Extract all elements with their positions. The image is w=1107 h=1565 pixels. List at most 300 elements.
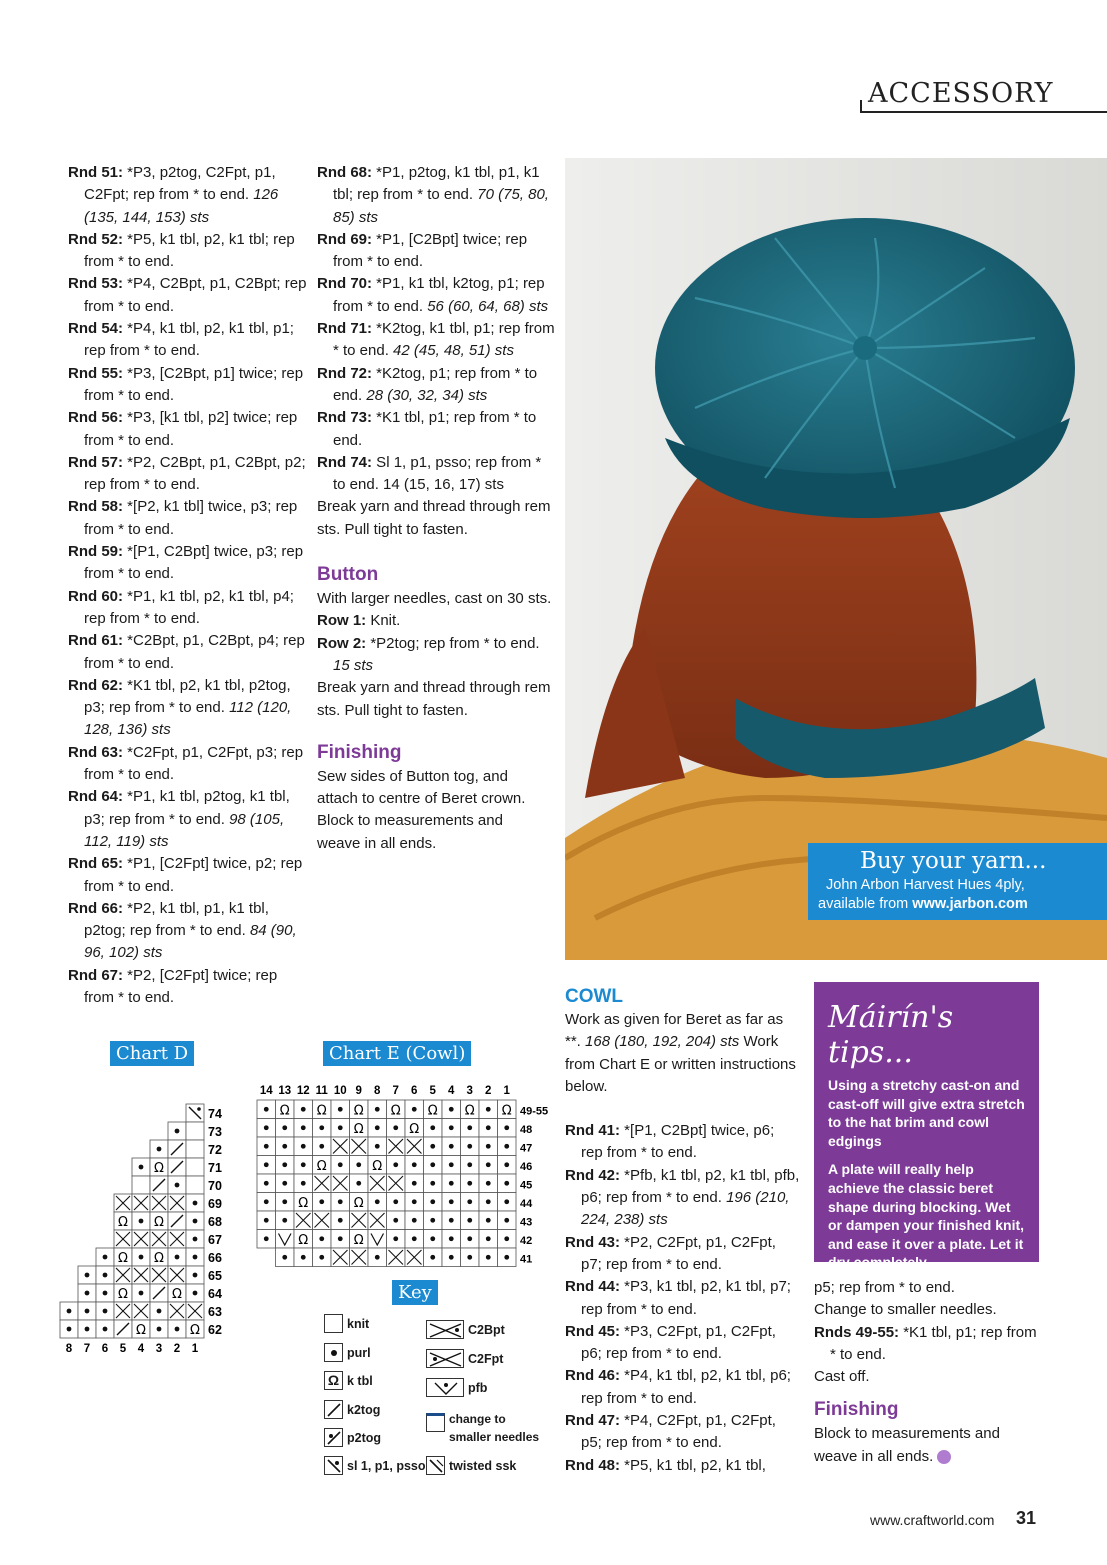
purl-dot xyxy=(449,1144,454,1149)
cowl-finishing-heading: Finishing xyxy=(814,1399,899,1421)
purl-dot xyxy=(412,1162,417,1167)
purl-dot xyxy=(449,1107,454,1112)
round-stitch-count: 70 (75, 80, 85) sts xyxy=(333,186,549,226)
finishing-text: Sew sides of Button tog, and attach to centre of Beret crown. Block to measurements and weave in all ends. xyxy=(317,767,526,852)
tip-2: A plate will really help achieve the classic beret shape during blocking. Wet or dampen your finished knit, and ease it over a plate. Let it dry completely xyxy=(828,1161,1025,1271)
purl-dot xyxy=(504,1236,509,1241)
ktbl-mark: Ω xyxy=(154,1161,164,1176)
cowl-intro-count: 168 (180, 192, 204) sts xyxy=(585,1033,740,1051)
page-number: 31 xyxy=(1016,1508,1037,1528)
footer-url[interactable]: www.craftworld.com xyxy=(870,1512,995,1528)
chart-col-number: 10 xyxy=(333,1085,347,1097)
chart-col-number: 3 xyxy=(155,1343,163,1355)
col1-round-11 xyxy=(68,675,308,742)
sl1-dot xyxy=(197,1107,201,1111)
chart-row xyxy=(114,1212,204,1230)
purl-dot xyxy=(504,1162,509,1167)
round-stitch-count: 196 (210, 224, 238) sts xyxy=(581,1189,790,1229)
purl-dot xyxy=(486,1255,491,1260)
cowl-round-3 xyxy=(565,1276,800,1321)
chart-col-number: 4 xyxy=(448,1085,455,1097)
cowl-round-4 xyxy=(565,1321,800,1366)
purl-dot xyxy=(282,1125,287,1130)
round-label: Rnd 66: xyxy=(68,899,124,917)
purl-dot xyxy=(338,1125,343,1130)
button-outro: Break yarn and thread through rem sts. Pull tight to fasten. xyxy=(317,679,551,719)
change-needles-symbol-icon xyxy=(426,1413,445,1432)
chart-row-number: 49-55 xyxy=(520,1105,549,1118)
purl-dot xyxy=(264,1199,269,1204)
purl-dot xyxy=(449,1125,454,1130)
rnds-text: *K1 tbl, p1; rep from * to end. xyxy=(830,1323,1037,1363)
purl-dot xyxy=(193,1237,198,1242)
purl-dot xyxy=(175,1255,180,1260)
col1-round-15 xyxy=(68,898,308,965)
buy-yarn-box xyxy=(808,843,1107,920)
column-2 xyxy=(317,162,557,855)
chart-row xyxy=(168,1122,204,1140)
ktbl-mark: Ω xyxy=(298,1196,309,1211)
cowl-round-5 xyxy=(565,1365,800,1410)
beret-photo xyxy=(565,158,1107,960)
col1-round-14 xyxy=(68,853,308,898)
round-label: Rnd 54: xyxy=(68,320,124,338)
ktbl-mark: Ω xyxy=(353,1196,364,1211)
purl-dot xyxy=(449,1199,454,1204)
chart-row xyxy=(257,1174,516,1193)
purl-dot xyxy=(103,1255,108,1260)
key-k2tog-label: k2tog xyxy=(347,1402,381,1417)
round-instructions: *P2, C2Bpt, p1, C2Bpt, p2; rep from * to end. xyxy=(84,453,306,494)
purl-dot xyxy=(375,1255,380,1260)
purl-dot xyxy=(412,1218,417,1223)
chart-col-number: 14 xyxy=(259,1085,273,1097)
key-k2tog xyxy=(324,1400,380,1419)
k2tog-symbol-icon xyxy=(324,1400,343,1419)
cowl-round-2 xyxy=(565,1232,800,1277)
col1-round-7 xyxy=(68,496,308,541)
rnds-49-55 xyxy=(814,1322,1044,1367)
chart-row-number: 48 xyxy=(520,1124,533,1136)
purl-dot xyxy=(85,1291,90,1296)
purl-dot xyxy=(467,1181,472,1186)
c2fpt-symbol-icon xyxy=(426,1349,464,1368)
round-label: Rnd 59: xyxy=(68,543,124,561)
key-p2tog xyxy=(324,1428,381,1447)
chart-row-number: 70 xyxy=(208,1179,222,1193)
chart-row-number: 71 xyxy=(208,1161,222,1175)
round-label: Rnd 51: xyxy=(68,164,124,181)
round-instructions: *P4, k1 tbl, p2, k1 tbl, p1; rep from * to end. xyxy=(84,320,294,360)
cowl-round-6 xyxy=(565,1410,800,1455)
rnds-label: Rnds 49-55: xyxy=(814,1323,900,1341)
yarn-name: John Arbon Harvest Hues 4ply, xyxy=(826,877,1025,893)
round-instructions: *[P1, C2Bpt] twice, p3; rep from * to end. xyxy=(84,543,304,583)
purl-dot xyxy=(504,1181,509,1186)
purl-dot xyxy=(393,1125,398,1130)
round-instructions: *K2tog, p1; rep from * to end. xyxy=(333,364,538,404)
key-pfb-label: pfb xyxy=(468,1380,488,1395)
col1-round-12 xyxy=(68,742,308,787)
chart-col-number: 11 xyxy=(315,1085,328,1097)
purl-dot xyxy=(393,1218,398,1223)
purl-dot xyxy=(139,1165,144,1170)
purl-dot xyxy=(449,1162,454,1167)
round-label: Rnd 52: xyxy=(68,230,124,248)
purl-dot xyxy=(282,1162,287,1167)
key-change-text xyxy=(449,1410,539,1446)
key-ktbl-label: k tbl xyxy=(347,1373,373,1388)
col1-round-5 xyxy=(68,407,308,452)
ktbl-mark: Ω xyxy=(390,1103,401,1119)
purl-dot xyxy=(430,1144,435,1149)
chart-cell xyxy=(186,1140,204,1158)
row1-text: Knit. xyxy=(366,612,401,630)
purl-dot xyxy=(85,1273,90,1278)
purl-dot xyxy=(282,1144,287,1149)
chart-row xyxy=(150,1140,204,1158)
chart-row xyxy=(257,1156,516,1175)
round-instructions: Sl 1, p1, psso; rep from * to end. 14 (15, 16, 17) sts xyxy=(333,453,542,494)
ktbl-mark: Ω xyxy=(316,1159,327,1174)
col2-round-1 xyxy=(317,229,557,274)
purl-dot xyxy=(319,1144,324,1149)
key-c2bpt-label: C2Bpt xyxy=(468,1322,505,1337)
chart-col-number: 4 xyxy=(137,1343,145,1355)
chart-col-number: 9 xyxy=(355,1085,362,1097)
ktbl-mark: Ω xyxy=(118,1251,128,1266)
cowl-rounds xyxy=(565,1120,800,1477)
key-tssk-label: twisted ssk xyxy=(449,1458,517,1473)
purl-dot xyxy=(157,1327,162,1332)
purl-dot xyxy=(301,1255,306,1260)
round-stitch-count: 42 (45, 48, 51) sts xyxy=(393,342,514,360)
round-label: Rnd 45: xyxy=(565,1322,621,1340)
round-label: Rnd 55: xyxy=(68,364,124,382)
chart-col-number: 8 xyxy=(65,1343,73,1355)
purl-dot xyxy=(193,1273,198,1278)
chart-d-label: Chart D xyxy=(110,1041,194,1066)
sl1-psso-symbol-icon xyxy=(324,1456,343,1475)
purl-dot xyxy=(486,1144,491,1149)
chart-d xyxy=(56,1100,256,1362)
round-instructions: *P5, k1 tbl, p2, k1 tbl; rep from * to end. xyxy=(84,230,295,271)
purl-dot xyxy=(467,1125,472,1130)
beret-photo-illustration xyxy=(565,158,1107,960)
purl-dot xyxy=(103,1309,108,1314)
purl-dot xyxy=(264,1162,269,1167)
chart-row-number: 46 xyxy=(520,1161,533,1173)
chart-col-number: 1 xyxy=(503,1085,510,1097)
chart-row xyxy=(186,1104,204,1122)
purl-dot xyxy=(264,1218,269,1223)
cowl-round-1 xyxy=(565,1165,800,1232)
purl-dot xyxy=(430,1218,435,1223)
yarn-availability xyxy=(818,896,1028,912)
key-pfb xyxy=(426,1378,487,1397)
chart-col-number: 5 xyxy=(429,1085,436,1097)
cowl-round-0 xyxy=(565,1120,800,1165)
key-change-needles xyxy=(426,1410,539,1446)
ktbl-mark: Ω xyxy=(372,1159,383,1174)
chart-col-number: 2 xyxy=(485,1085,492,1097)
chart-row-number: 74 xyxy=(208,1107,222,1121)
purl-dot xyxy=(430,1255,435,1260)
purl-dot xyxy=(430,1162,435,1167)
round-label: Rnd 56: xyxy=(68,409,124,427)
chart-col-number: 1 xyxy=(191,1343,199,1355)
ktbl-mark: Ω xyxy=(409,1122,420,1137)
ktbl-mark: Ω xyxy=(464,1103,475,1119)
key-change-line2: smaller needles xyxy=(449,1430,540,1444)
rnd48-cont: p5; rep from * to end. xyxy=(814,1279,955,1296)
round-instructions: *K1 tbl, p1; rep from * to end. xyxy=(333,409,537,449)
col1-round-16 xyxy=(68,965,308,1010)
key-purl-label: purl xyxy=(347,1345,371,1360)
purl-dot xyxy=(375,1107,380,1112)
chart-row-number: 68 xyxy=(208,1215,222,1229)
col1-round-13 xyxy=(68,786,308,853)
round-label: Rnd 41: xyxy=(565,1122,621,1140)
purl-dot xyxy=(393,1199,398,1204)
key-knit xyxy=(324,1314,369,1333)
purl-dot xyxy=(430,1199,435,1204)
purl-dot xyxy=(486,1199,491,1204)
chart-row-number: 66 xyxy=(208,1251,222,1265)
chart-row-number: 72 xyxy=(208,1143,222,1157)
chart-row-number: 47 xyxy=(520,1142,533,1155)
round-label: Rnd 65: xyxy=(68,855,124,873)
purl-dot xyxy=(449,1255,454,1260)
round-label: Rnd 73: xyxy=(317,409,373,427)
purl-dot xyxy=(103,1291,108,1296)
purl-dot xyxy=(338,1218,343,1223)
chart-row-number: 67 xyxy=(208,1233,222,1247)
col1-round-10 xyxy=(68,630,308,675)
column-2-rounds xyxy=(317,162,557,496)
chart-row xyxy=(257,1211,516,1230)
purl-dot xyxy=(264,1144,269,1149)
purl-dot xyxy=(85,1309,90,1314)
round-instructions: *P1, k1 tbl, k2tog, p1; rep from * to end. xyxy=(333,275,545,315)
row2-text: *P2tog; rep from * to end. xyxy=(366,634,540,652)
tips-box xyxy=(814,982,1039,1271)
round-stitch-count: 28 (30, 32, 34) sts xyxy=(366,386,488,404)
chart-col-number: 8 xyxy=(374,1085,381,1097)
ktbl-mark: Ω xyxy=(427,1103,438,1119)
chart-row-number: 42 xyxy=(520,1235,533,1247)
ktbl-symbol-icon: Ω xyxy=(324,1371,343,1390)
purl-dot xyxy=(467,1162,472,1167)
round-label: Rnd 71: xyxy=(317,320,373,338)
purl-dot xyxy=(375,1199,380,1204)
row1-label: Row 1: xyxy=(317,612,367,630)
round-instructions: *P4, k1 tbl, p2, k1 tbl, p6; rep from * to end. xyxy=(581,1367,791,1407)
col2-round-4 xyxy=(317,363,557,408)
round-stitch-count: 98 (105, 112, 119) sts xyxy=(84,810,285,850)
chart-row xyxy=(132,1158,204,1176)
purl-dot xyxy=(375,1125,380,1130)
round-instructions: *P2, [C2Fpt] twice; rep from * to end. xyxy=(84,966,278,1006)
purl-dot xyxy=(412,1181,417,1186)
round-label: Rnd 62: xyxy=(68,676,124,694)
round-label: Rnd 46: xyxy=(565,1367,621,1385)
chart-row-number: 73 xyxy=(208,1125,222,1139)
chart-row-number: 43 xyxy=(520,1216,533,1229)
chart-row xyxy=(257,1230,516,1249)
chart-cell xyxy=(186,1122,204,1140)
purl-dot xyxy=(193,1255,198,1260)
key-knit-label: knit xyxy=(347,1316,370,1331)
round-label: Rnd 61: xyxy=(68,632,124,650)
purl-dot xyxy=(282,1255,287,1260)
purl-dot xyxy=(504,1218,509,1223)
chart-row xyxy=(276,1248,517,1267)
purl-dot xyxy=(504,1144,509,1149)
purl-dot xyxy=(157,1147,162,1152)
key-label: Key xyxy=(392,1280,438,1305)
purl-dot xyxy=(193,1219,198,1224)
spacer xyxy=(814,1388,1044,1398)
purl-dot xyxy=(430,1125,435,1130)
round-stitch-count: 112 (120, 128, 136) sts xyxy=(84,699,292,739)
chart-cell xyxy=(132,1176,150,1194)
chart-col-number: 6 xyxy=(101,1343,109,1355)
col2-round-2 xyxy=(317,273,557,318)
round-instructions: *K2tog, k1 tbl, p1; rep from * to end. xyxy=(333,320,555,360)
tips-title: Máirín's tips... xyxy=(828,1000,954,1070)
purl-dot xyxy=(449,1236,454,1241)
chart-row-number: 64 xyxy=(208,1287,222,1301)
chart-row xyxy=(132,1176,204,1194)
yarn-link[interactable]: www.jarbon.com xyxy=(912,896,1028,912)
key-purl xyxy=(324,1343,371,1362)
purl-dot xyxy=(103,1327,108,1332)
column-4 xyxy=(814,1277,1044,1468)
key-c2fpt xyxy=(426,1349,503,1368)
ktbl-mark: Ω xyxy=(353,1103,364,1119)
purl-dot xyxy=(486,1107,491,1112)
purl-dot xyxy=(486,1125,491,1130)
purl-dot xyxy=(467,1255,472,1260)
purl-dot xyxy=(430,1236,435,1241)
purl-dot xyxy=(85,1327,90,1332)
buy-yarn-title: Buy your yarn... xyxy=(860,848,1047,874)
cowl-intro-text-2: Work from Chart E or written instructions below. xyxy=(565,1033,796,1095)
chart-row xyxy=(60,1302,204,1320)
round-label: Rnd 68: xyxy=(317,164,373,181)
purl-dot xyxy=(486,1162,491,1167)
round-instructions: *K1 tbl, p2, k1 tbl, p2tog, p3; rep from * to end. xyxy=(84,676,291,717)
purl-dot xyxy=(393,1236,398,1241)
row2-count: 15 sts xyxy=(333,656,374,674)
chart-row xyxy=(60,1320,204,1338)
key-sl1 xyxy=(324,1456,426,1475)
yarn-ball-icon xyxy=(937,1450,951,1464)
round-instructions: *[P2, k1 tbl] twice, p3; rep from * to end. xyxy=(84,498,298,538)
purl-dot xyxy=(338,1107,343,1112)
chart-col-number: 7 xyxy=(392,1085,399,1097)
purl-dot xyxy=(449,1181,454,1186)
round-instructions: *C2Bpt, p1, C2Bpt, p4; rep from * to end. xyxy=(84,632,305,672)
purl-dot xyxy=(175,1327,180,1332)
round-label: Rnd 74: xyxy=(317,453,373,471)
round-stitch-count: 84 (90, 96, 102) sts xyxy=(84,922,297,962)
purl-dot xyxy=(467,1236,472,1241)
column-1 xyxy=(68,162,308,1009)
chart-row-number: 65 xyxy=(208,1269,222,1283)
purl-dot xyxy=(486,1218,491,1223)
chart-row xyxy=(78,1266,204,1284)
ktbl-mark: Ω xyxy=(136,1323,146,1338)
chart-e xyxy=(252,1078,552,1268)
knit-symbol-icon xyxy=(324,1314,343,1333)
col2-round-3 xyxy=(317,318,557,363)
cowl-intro xyxy=(565,1009,800,1098)
purl-dot xyxy=(301,1107,306,1112)
ktbl-mark: Ω xyxy=(118,1287,128,1302)
col1-round-1 xyxy=(68,229,308,274)
round-instructions: *P1, [C2Bpt] twice; rep from * to end. xyxy=(333,230,528,271)
chart-col-number: 2 xyxy=(173,1343,181,1355)
chart-col-number: 6 xyxy=(411,1085,418,1097)
round-label: Rnd 69: xyxy=(317,230,373,248)
purl-dot xyxy=(139,1291,144,1296)
ktbl-mark: Ω xyxy=(118,1215,128,1230)
ktbl-mark: Ω xyxy=(501,1103,512,1119)
purl-dot xyxy=(467,1199,472,1204)
round-instructions: *P1, p2tog, k1 tbl, p1, k1 tbl; rep from * to end. xyxy=(333,164,540,204)
purl-dot xyxy=(193,1291,198,1296)
purl-dot xyxy=(193,1201,198,1206)
chart-row xyxy=(257,1119,516,1138)
col1-round-0 xyxy=(68,162,308,229)
cowl-finishing-body: Block to measurements and weave in all ends. xyxy=(814,1425,1000,1465)
round-instructions: *C2Fpt, p1, C2Fpt, p3; rep from * to end. xyxy=(84,743,304,784)
col2-round-6 xyxy=(317,452,557,497)
twisted-ssk-symbol-icon xyxy=(426,1456,445,1475)
chart-row-number: 41 xyxy=(520,1253,533,1266)
round-label: Rnd 53: xyxy=(68,275,124,293)
purl-dot xyxy=(504,1255,509,1260)
chart-cell xyxy=(186,1176,204,1194)
ktbl-mark: Ω xyxy=(279,1103,290,1119)
round-instructions: *[P1, C2Bpt] twice, p6; rep from * to end. xyxy=(581,1122,775,1162)
cowl-round-7 xyxy=(565,1455,800,1477)
purl-dot xyxy=(412,1107,417,1112)
chart-col-number: 7 xyxy=(83,1343,91,1355)
purl-dot xyxy=(301,1181,306,1186)
spacer xyxy=(565,1098,800,1120)
round-label: Rnd 44: xyxy=(565,1278,621,1296)
button-intro: With larger needles, cast on 30 sts. xyxy=(317,590,552,608)
button-heading: Button xyxy=(317,564,379,586)
key-c2fpt-label: C2Fpt xyxy=(468,1351,504,1366)
purl-dot xyxy=(139,1255,144,1260)
col2-round-5 xyxy=(317,407,557,452)
cowl-finishing-text xyxy=(814,1423,1044,1468)
purl-dot xyxy=(393,1162,398,1167)
purl-dot xyxy=(67,1309,72,1314)
purl-dot xyxy=(412,1199,417,1204)
col1-round-8 xyxy=(68,541,308,586)
purl-dot xyxy=(486,1236,491,1241)
round-instructions: *P5, k1 tbl, p2, k1 tbl, xyxy=(620,1456,766,1474)
ktbl-mark: Ω xyxy=(353,1233,364,1248)
button-row1 xyxy=(317,610,557,632)
round-stitch-count: 56 (60, 64, 68) sts xyxy=(427,297,549,315)
round-label: Rnd 58: xyxy=(68,498,124,516)
